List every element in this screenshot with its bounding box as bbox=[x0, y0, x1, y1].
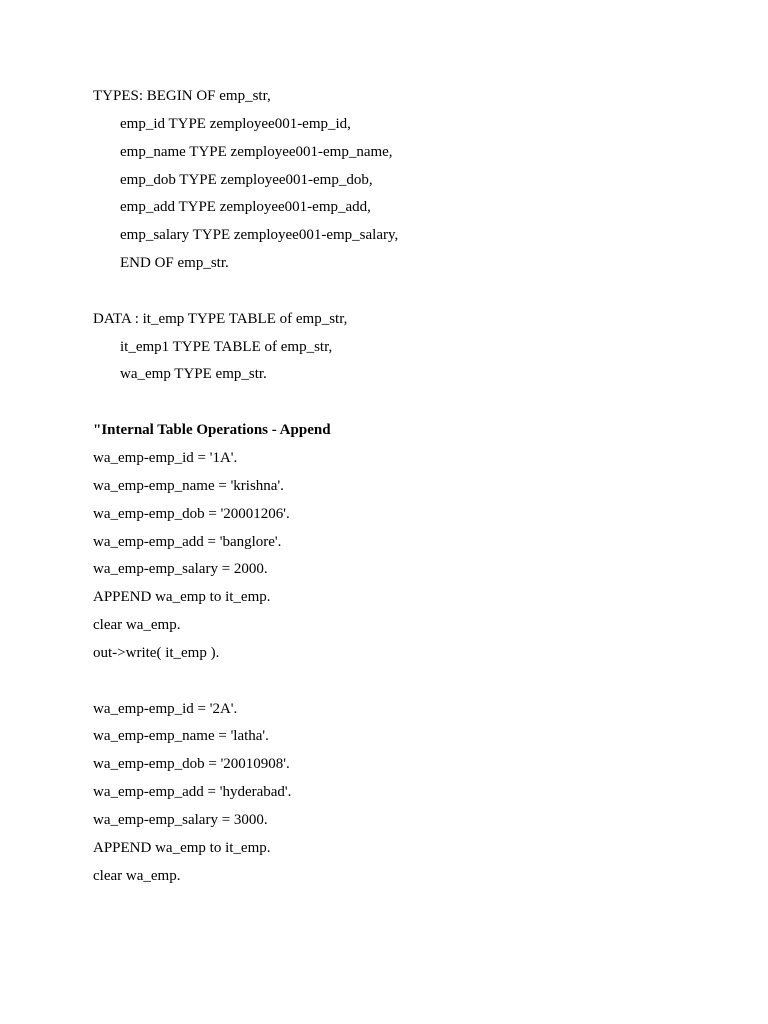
code-line: clear wa_emp. bbox=[93, 617, 181, 634]
code-line: wa_emp-emp_dob = '20001206'. bbox=[93, 505, 290, 522]
code-line: wa_emp-emp_add = 'banglore'. bbox=[93, 533, 282, 550]
code-line-types-begin: TYPES: BEGIN OF emp_str, bbox=[93, 88, 271, 104]
blank-line bbox=[93, 670, 713, 698]
code-line: wa_emp-emp_id = '2A'. bbox=[93, 700, 238, 717]
code-line-types-end: END OF emp_str. bbox=[120, 255, 229, 272]
code-line: clear wa_emp. bbox=[93, 867, 181, 884]
code-line: wa_emp-emp_salary = 3000. bbox=[93, 811, 268, 828]
code-line-data-it-emp1: it_emp1 TYPE TABLE of emp_str, bbox=[120, 338, 333, 355]
blank-line bbox=[93, 391, 713, 419]
code-line-emp-name: emp_name TYPE zemployee001-emp_name, bbox=[120, 143, 393, 160]
code-line: wa_emp-emp_name = 'krishna'. bbox=[93, 477, 284, 494]
code-line-emp-salary: emp_salary TYPE zemployee001-emp_salary, bbox=[120, 227, 399, 244]
code-line-emp-id: emp_id TYPE zemployee001-emp_id, bbox=[120, 115, 351, 132]
code-line-emp-add: emp_add TYPE zemployee001-emp_add, bbox=[120, 199, 371, 216]
code-line-data-wa-emp: wa_emp TYPE emp_str. bbox=[120, 366, 267, 383]
code-line: APPEND wa_emp to it_emp. bbox=[93, 589, 271, 606]
code-line: wa_emp-emp_salary = 2000. bbox=[93, 561, 268, 578]
code-line-data-it-emp: DATA : it_emp TYPE TABLE of emp_str, bbox=[93, 310, 348, 327]
code-line: wa_emp-emp_add = 'hyderabad'. bbox=[93, 784, 292, 801]
section-heading: "Internal Table Operations - Append bbox=[93, 422, 331, 439]
code-line-emp-dob: emp_dob TYPE zemployee001-emp_dob, bbox=[120, 171, 373, 188]
code-listing bbox=[93, 85, 713, 892]
blank-line bbox=[93, 280, 713, 308]
code-line: wa_emp-emp_id = '1A'. bbox=[93, 449, 238, 466]
code-line: wa_emp-emp_dob = '20010908'. bbox=[93, 756, 290, 773]
code-line: out->write( it_emp ). bbox=[93, 644, 220, 661]
code-line: APPEND wa_emp to it_emp. bbox=[93, 839, 271, 856]
code-line: wa_emp-emp_name = 'latha'. bbox=[93, 728, 269, 745]
